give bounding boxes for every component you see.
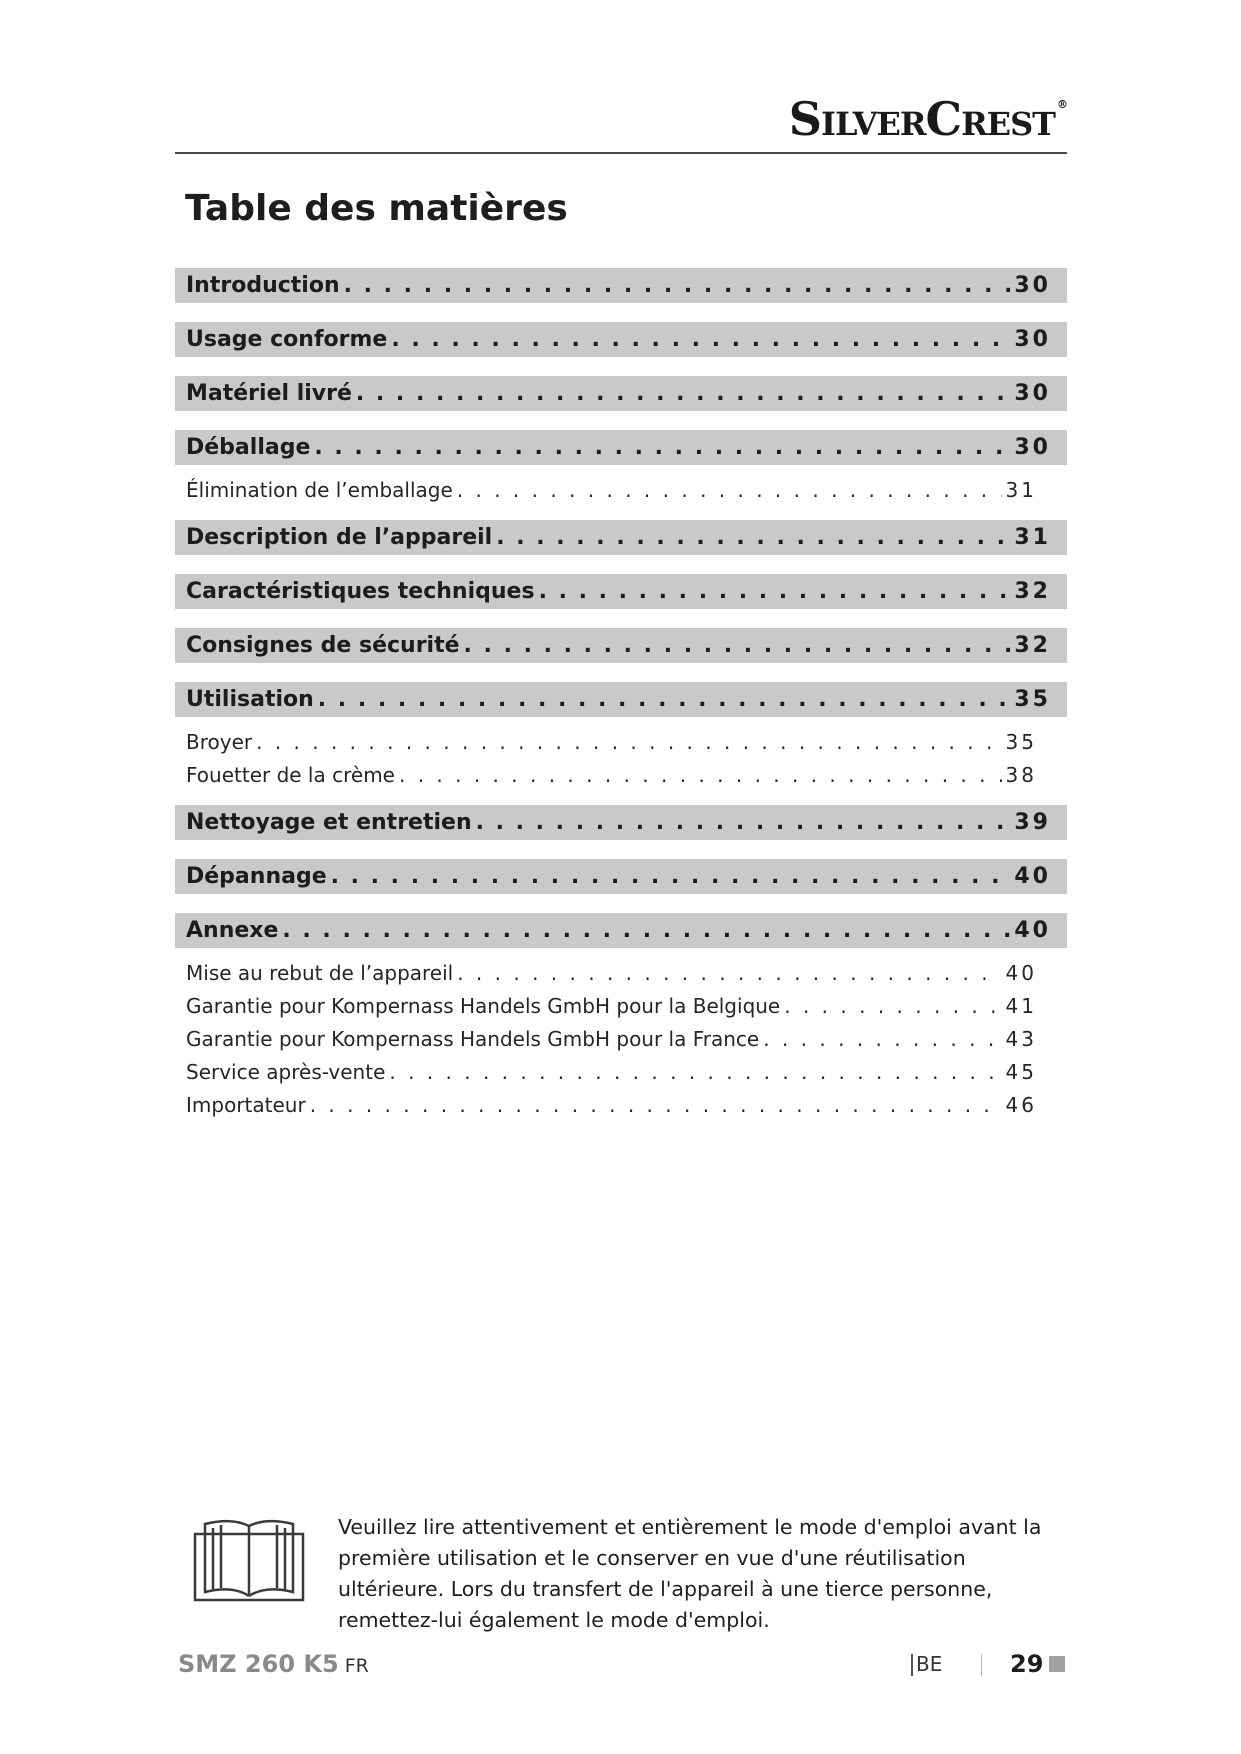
toc-section-entry[interactable]: [175, 859, 1067, 894]
toc-section-entry[interactable]: [175, 430, 1067, 465]
toc-entry-page: 30: [1014, 273, 1051, 298]
toc-subsection-entry[interactable]: [175, 1022, 1067, 1055]
toc-entry-page: 38: [1005, 762, 1037, 787]
page-number: 29: [1010, 1650, 1044, 1678]
toc-subsection-entry[interactable]: [175, 989, 1067, 1022]
toc-entry-label: Fouetter de la crème: [186, 762, 395, 787]
toc-subsection-entry[interactable]: [175, 1055, 1067, 1088]
toc-entry-label: Garantie pour Kompernass Handels GmbH pour la Belgique: [186, 993, 781, 1018]
toc-entry-label: Introduction: [186, 273, 340, 298]
toc-leader-dots: [314, 435, 1010, 460]
toc-section-entry[interactable]: [175, 376, 1067, 411]
toc-entry-label: Nettoyage et entretien: [186, 810, 472, 835]
toc-leader-dots: [464, 633, 1011, 658]
toc-spacer: [175, 465, 1067, 473]
toc-entry-page: 46: [1005, 1092, 1037, 1117]
toc-section-entry[interactable]: [175, 322, 1067, 357]
toc-entry-label: Dépannage: [186, 864, 327, 889]
toc-spacer: [175, 791, 1067, 805]
toc-spacer: [175, 506, 1067, 520]
registered-mark: ®: [1057, 98, 1067, 111]
brand-logo: [789, 92, 1067, 146]
toc-entry-page: 45: [1005, 1059, 1037, 1084]
toc-section-entry[interactable]: [175, 913, 1067, 948]
toc-leader-dots: [476, 810, 1011, 835]
table-of-contents: [175, 268, 1067, 1121]
toc-spacer: [175, 303, 1067, 322]
toc-entry-label: Broyer: [186, 729, 253, 754]
reading-notice: [193, 1512, 1073, 1632]
square-marker-icon: [1049, 1656, 1065, 1672]
country-code: BE: [916, 1652, 943, 1676]
toc-section-entry[interactable]: [175, 628, 1067, 663]
toc-section-entry[interactable]: [175, 520, 1067, 555]
toc-entry-page: 35: [1014, 687, 1051, 712]
brand-name: SilverCrest: [788, 92, 1055, 146]
toc-leader-dots: [457, 478, 1002, 502]
page-title: Table des matières: [185, 188, 568, 229]
model-label: SMZ 260 K5: [178, 1650, 339, 1678]
toc-entry-page: 32: [1014, 633, 1051, 658]
toc-entry-page: 30: [1014, 435, 1051, 460]
toc-entry-label: Importateur: [186, 1092, 306, 1117]
toc-entry-label: Élimination de l’emballage: [186, 477, 453, 502]
model-number: [178, 1650, 369, 1678]
toc-entry-label: Consignes de sécurité: [186, 633, 460, 658]
toc-section-entry[interactable]: [175, 268, 1067, 303]
toc-spacer: [175, 555, 1067, 574]
toc-subsection-entry[interactable]: [175, 956, 1067, 989]
toc-spacer: [175, 717, 1067, 725]
footer-divider: [911, 1654, 913, 1676]
toc-spacer: [175, 948, 1067, 956]
toc-leader-dots: [763, 1027, 1001, 1051]
toc-entry-label: Caractéristiques techniques: [186, 579, 535, 604]
toc-entry-label: Annexe: [186, 918, 279, 943]
header-rule: [175, 152, 1067, 154]
toc-entry-label: Garantie pour Kompernass Handels GmbH pour la France: [186, 1026, 760, 1051]
toc-entry-page: 43: [1005, 1026, 1037, 1051]
toc-entry-page: 40: [1014, 918, 1051, 943]
toc-subsection-entry[interactable]: [175, 725, 1067, 758]
toc-spacer: [175, 840, 1067, 859]
toc-leader-dots: [539, 579, 1011, 604]
toc-spacer: [175, 357, 1067, 376]
toc-entry-label: Matériel livré: [186, 381, 352, 406]
language-code: FR: [344, 1655, 369, 1677]
toc-leader-dots: [344, 273, 1011, 298]
toc-entry-label: Description de l’appareil: [186, 525, 493, 550]
toc-leader-dots: [318, 687, 1011, 712]
toc-entry-page: 32: [1014, 579, 1051, 604]
toc-entry-label: Déballage: [186, 435, 311, 460]
page-footer: [178, 1650, 1068, 1680]
footer-divider: [981, 1654, 982, 1676]
toc-entry-page: 31: [1005, 477, 1037, 502]
toc-leader-dots: [391, 327, 1010, 352]
toc-entry-label: Mise au rebut de l’appareil: [186, 960, 454, 985]
notice-text: Veuillez lire attentivement et entièrement le mode d'emploi avant la première utilisation et le conserver en vue d'une réutilisation ultérieure. Lors du transfert de l'appareil à une tierce personne, remettez-lui également le mode d'emploi.: [338, 1515, 1042, 1632]
toc-subsection-entry[interactable]: [175, 1088, 1067, 1121]
toc-section-entry[interactable]: [175, 574, 1067, 609]
toc-entry-page: 41: [1005, 993, 1037, 1018]
toc-leader-dots: [356, 381, 1010, 406]
toc-leader-dots: [457, 961, 1001, 985]
toc-spacer: [175, 609, 1067, 628]
toc-entry-label: Usage conforme: [186, 327, 388, 352]
toc-section-entry[interactable]: [175, 805, 1067, 840]
toc-entry-page: 35: [1005, 729, 1037, 754]
open-book-icon: [193, 1512, 305, 1604]
toc-spacer: [175, 894, 1067, 913]
toc-leader-dots: [784, 994, 1001, 1018]
toc-leader-dots: [389, 1060, 1001, 1084]
toc-leader-dots: [331, 864, 1011, 889]
toc-leader-dots: [256, 730, 1001, 754]
toc-leader-dots: [399, 763, 1002, 787]
toc-entry-label: Service après-vente: [186, 1059, 386, 1084]
toc-subsection-entry[interactable]: [175, 473, 1067, 506]
toc-spacer: [175, 663, 1067, 682]
toc-spacer: [175, 411, 1067, 430]
toc-leader-dots: [282, 918, 1010, 943]
toc-entry-page: 40: [1005, 960, 1037, 985]
toc-entry-page: 31: [1014, 525, 1051, 550]
toc-subsection-entry[interactable]: [175, 758, 1067, 791]
toc-entry-page: 30: [1014, 381, 1051, 406]
toc-leader-dots: [496, 525, 1010, 550]
toc-leader-dots: [310, 1093, 1002, 1117]
toc-entry-label: Utilisation: [186, 687, 314, 712]
toc-entry-page: 30: [1014, 327, 1051, 352]
toc-section-entry[interactable]: [175, 682, 1067, 717]
toc-entry-page: 39: [1014, 810, 1051, 835]
toc-entry-page: 40: [1014, 864, 1051, 889]
